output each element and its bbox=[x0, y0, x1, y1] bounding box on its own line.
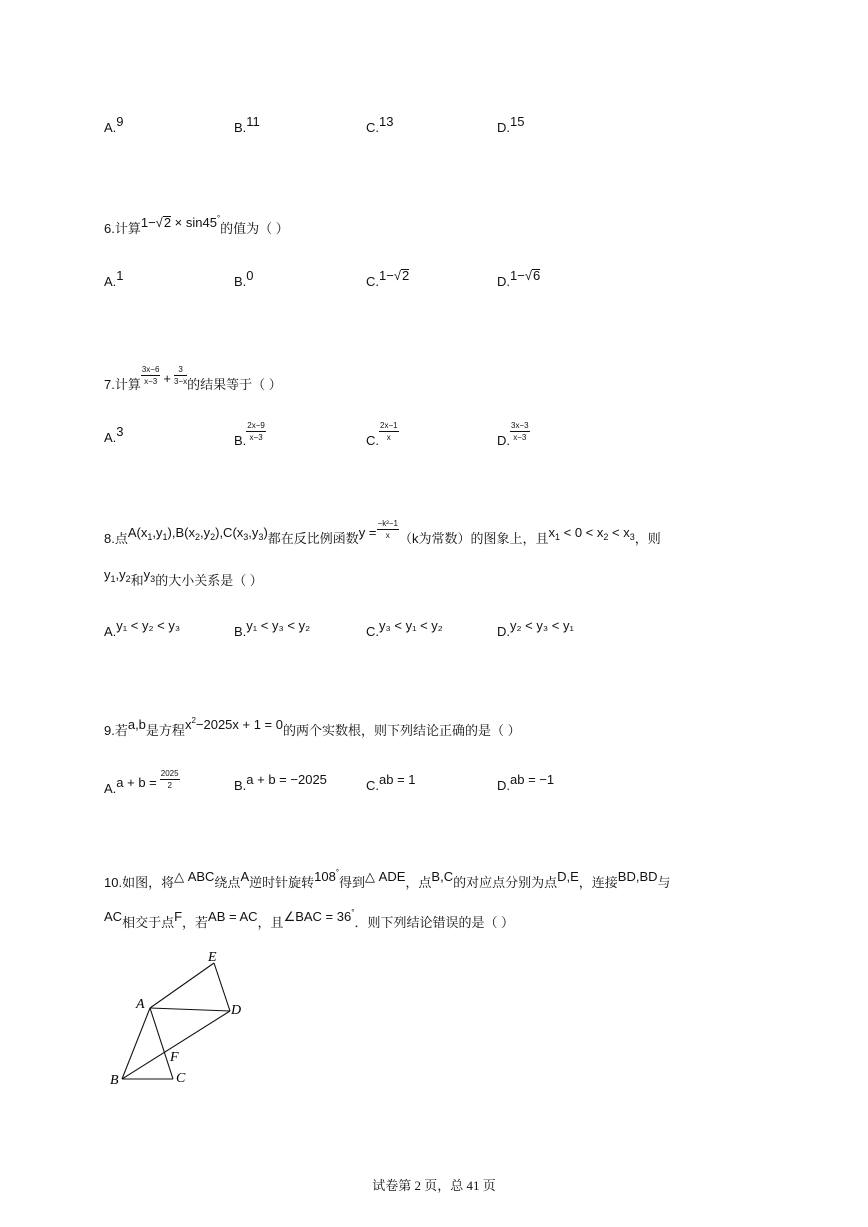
question-6 bbox=[104, 214, 289, 237]
q8-option-b bbox=[234, 618, 311, 639]
option-fraction bbox=[160, 768, 180, 791]
q7-fraction-1 bbox=[141, 364, 161, 387]
q8-fraction bbox=[377, 518, 399, 541]
option-value: 0 bbox=[246, 268, 254, 283]
q10-angle bbox=[314, 869, 339, 884]
q8-points: $A(x_1,y_1),B(x_2,y_2),C(x_3,y_3)$ bbox=[127, 525, 268, 542]
q7-suffix: 的结果等于（ ） bbox=[187, 377, 282, 392]
segment-ab bbox=[122, 1008, 150, 1079]
option-root: 2 bbox=[401, 268, 410, 283]
segment-ed bbox=[214, 963, 230, 1011]
q8-y1: y bbox=[104, 567, 111, 582]
option-numerator: 2025 bbox=[160, 769, 179, 778]
q10-text-l: ．则下列结论错误的是（ ） bbox=[354, 915, 515, 930]
q8-tail: ，则 bbox=[634, 531, 661, 546]
label-c: C bbox=[176, 1071, 186, 1086]
q8-option-c bbox=[366, 618, 443, 639]
option-numerator: 2x−9 bbox=[247, 421, 265, 430]
question-7 bbox=[104, 365, 282, 397]
q8-cond-x: x bbox=[548, 525, 555, 540]
q10-text-k: ，且 bbox=[257, 915, 284, 930]
q7-f1-denominator: x−3 bbox=[144, 377, 158, 387]
q9-option-c bbox=[366, 772, 416, 793]
q5-option-d bbox=[497, 114, 525, 135]
option-label: B. bbox=[234, 274, 247, 289]
q10-text-f: 的对应点分别为点 bbox=[453, 875, 558, 890]
option-value: 1 bbox=[116, 268, 124, 283]
q6-expr-rest: × sin45 bbox=[171, 215, 217, 230]
q10-degree: ° bbox=[335, 868, 340, 877]
option-denominator: 2 bbox=[167, 781, 172, 790]
option-value-prefix: 1− bbox=[510, 268, 525, 283]
label-f: F bbox=[170, 1050, 179, 1065]
label-b: B bbox=[110, 1073, 119, 1088]
option-fraction bbox=[379, 420, 399, 443]
option-value: 1−√6 bbox=[510, 268, 541, 283]
option-value: a + b = −2025 bbox=[246, 772, 327, 787]
q8-option-d bbox=[497, 618, 574, 639]
option-value-prefix: 1− bbox=[379, 268, 394, 283]
q10-text-a: 10.如图，将 bbox=[104, 875, 175, 890]
option-value: y₁ < y₂ < y₃ bbox=[116, 618, 181, 633]
option-label: C. bbox=[366, 624, 379, 639]
option-label: D. bbox=[497, 274, 510, 289]
option-label: D. bbox=[497, 432, 510, 448]
q10-text-e: ，点 bbox=[405, 875, 432, 890]
option-value: 3 bbox=[116, 424, 124, 439]
option-value: 1−√2 bbox=[379, 268, 410, 283]
q9-option-b bbox=[234, 772, 327, 793]
option-denominator: x−3 bbox=[513, 433, 527, 442]
q10-text-h: 与 bbox=[657, 875, 671, 890]
q6-option-c bbox=[366, 268, 410, 289]
q6-suffix: 的值为（ ） bbox=[220, 221, 289, 236]
option-fraction bbox=[246, 420, 266, 443]
q10-triangle-ade: △ ADE bbox=[365, 869, 406, 884]
option-denominator: x−3 bbox=[249, 433, 263, 442]
option-value: ab = −1 bbox=[510, 772, 555, 787]
q7-prefix: 7.计算 bbox=[104, 377, 141, 392]
question-8-line-1 bbox=[104, 519, 661, 551]
q10-points-bc: B,C bbox=[431, 869, 454, 884]
q7-fraction-2 bbox=[174, 364, 187, 387]
q6-root: 2 bbox=[163, 215, 172, 230]
q10-bac-value: ∠BAC = 36 bbox=[283, 909, 352, 924]
q8-y-eq: y = bbox=[358, 525, 377, 540]
q8-line2-suffix: 的大小关系是（ ） bbox=[155, 573, 263, 588]
segment-ad bbox=[150, 1008, 230, 1011]
q9-option-d bbox=[497, 772, 555, 793]
option-label: A. bbox=[104, 430, 117, 445]
q9-option-a bbox=[104, 769, 180, 801]
option-label: C. bbox=[366, 778, 379, 793]
q9-eq-rest: −2025x + 1 = 0 bbox=[195, 717, 283, 732]
q8-mid1: 都在反比例函数 bbox=[267, 531, 359, 546]
q9-eq-x: x bbox=[184, 717, 192, 732]
q8-y-list: $y_1,y_2$ bbox=[104, 567, 131, 584]
option-label: C. bbox=[366, 274, 379, 289]
q10-point-a: A bbox=[240, 869, 250, 884]
q8-option-a bbox=[104, 618, 181, 639]
segment-ae bbox=[150, 963, 214, 1008]
option-label: B. bbox=[234, 778, 247, 793]
q8-and: 和 bbox=[130, 573, 144, 588]
option-fraction bbox=[510, 420, 530, 443]
label-d: D bbox=[231, 1003, 242, 1018]
option-label: D. bbox=[497, 778, 510, 793]
q9-eq-sup: 2 bbox=[191, 716, 196, 725]
option-value: 13 bbox=[379, 114, 394, 129]
option-root: 6 bbox=[532, 268, 541, 283]
q8-prefix: 8.点 bbox=[104, 531, 128, 546]
option-value: a + b = bbox=[116, 774, 157, 790]
option-value: y₂ < y₃ < y₁ bbox=[510, 618, 574, 633]
q6-prefix: 6.计算 bbox=[104, 221, 141, 236]
q7-plus: + bbox=[163, 371, 172, 386]
q8-y3: $y_3$ bbox=[143, 567, 156, 584]
q9-prefix: 9.若 bbox=[104, 723, 128, 738]
option-value: 15 bbox=[510, 114, 525, 129]
option-label: C. bbox=[366, 120, 379, 135]
q6-degree: ° bbox=[216, 214, 221, 223]
q10-triangle-abc: △ ABC bbox=[174, 869, 215, 884]
q10-segments-bd: BD,BD bbox=[617, 869, 658, 884]
option-label: D. bbox=[497, 120, 510, 135]
option-denominator: x bbox=[386, 433, 391, 442]
q7-option-b bbox=[234, 421, 266, 453]
q10-segment-ac: AC bbox=[104, 909, 123, 924]
q10-text-g: ，连接 bbox=[578, 875, 618, 890]
option-label: A. bbox=[104, 274, 117, 289]
q6-option-b bbox=[234, 268, 254, 289]
option-value: 11 bbox=[246, 114, 260, 129]
option-label: D. bbox=[497, 624, 510, 639]
q5-option-a bbox=[104, 114, 124, 135]
q9-equation bbox=[185, 717, 283, 732]
q6-expr-one: 1− bbox=[140, 215, 156, 230]
q10-text-b: 绕点 bbox=[214, 875, 241, 890]
q10-points-de: D,E bbox=[557, 869, 579, 884]
q7-option-d bbox=[497, 421, 530, 453]
q10-text-i: 相交于点 bbox=[122, 915, 175, 930]
option-label: B. bbox=[234, 624, 247, 639]
q9-ab: a,b bbox=[127, 717, 146, 732]
option-label: A. bbox=[104, 120, 117, 135]
q9-mid: 是方程 bbox=[145, 723, 185, 738]
q8-mid2: （k为常数）的图象上，且 bbox=[398, 531, 549, 546]
q5-option-c bbox=[366, 114, 394, 135]
q7-option-c bbox=[366, 421, 399, 453]
option-value: y₃ < y₁ < y₂ bbox=[379, 618, 443, 633]
q10-text-j: ，若 bbox=[182, 915, 209, 930]
q6-option-a bbox=[104, 268, 124, 289]
q7-option-a bbox=[104, 424, 124, 445]
q10-text-d: 得到 bbox=[339, 875, 366, 890]
q9-suffix: 的两个实数根，则下列结论正确的是（ ） bbox=[283, 723, 521, 738]
segment-ac bbox=[150, 1008, 173, 1079]
question-10-line-1 bbox=[104, 868, 671, 891]
option-label: A. bbox=[104, 624, 117, 639]
page-footer: 试卷第 2 页，总 41 页 bbox=[372, 1178, 496, 1193]
option-numerator: 3x−3 bbox=[511, 421, 529, 430]
q8-denominator: x bbox=[385, 531, 390, 541]
q10-angle-bac: ∠BAC = 36° bbox=[283, 908, 355, 924]
segment-bd bbox=[122, 1011, 230, 1079]
q10-point-f: F bbox=[174, 909, 183, 924]
question-8-line-2 bbox=[104, 567, 263, 589]
question-10-line-2 bbox=[104, 908, 515, 931]
option-label: C. bbox=[366, 432, 379, 448]
q7-f2-numerator: 3 bbox=[174, 364, 187, 376]
option-label: B. bbox=[234, 120, 247, 135]
q8-condition: $x_1 < 0 < x_2 < x_3$ bbox=[548, 525, 635, 542]
q6-option-d bbox=[497, 268, 541, 289]
option-value: y₁ < y₃ < y₂ bbox=[246, 618, 311, 633]
q6-expression: 1−√2 × sin45° bbox=[140, 214, 221, 230]
q7-f2-denominator: 3−x bbox=[174, 377, 188, 387]
question-9 bbox=[104, 716, 521, 739]
q10-geometry-figure bbox=[100, 948, 260, 1096]
option-label: A. bbox=[104, 780, 117, 796]
q7-f1-numerator: 3x−6 bbox=[141, 365, 160, 375]
q8-points-start: A(x bbox=[127, 525, 148, 540]
q10-text-c: 逆时针旋转 bbox=[249, 875, 315, 890]
q8-numerator: −k²−1 bbox=[377, 519, 398, 529]
q5-option-b bbox=[234, 114, 260, 135]
option-value: ab = 1 bbox=[379, 772, 416, 787]
label-e: E bbox=[208, 950, 217, 965]
option-value: 9 bbox=[116, 114, 124, 129]
option-numerator: 2x−1 bbox=[380, 421, 398, 430]
option-label: B. bbox=[234, 432, 247, 448]
q10-ab-eq-ac: AB = AC bbox=[208, 909, 258, 924]
q10-angle-value: 108 bbox=[314, 869, 336, 884]
label-a: A bbox=[136, 997, 145, 1012]
